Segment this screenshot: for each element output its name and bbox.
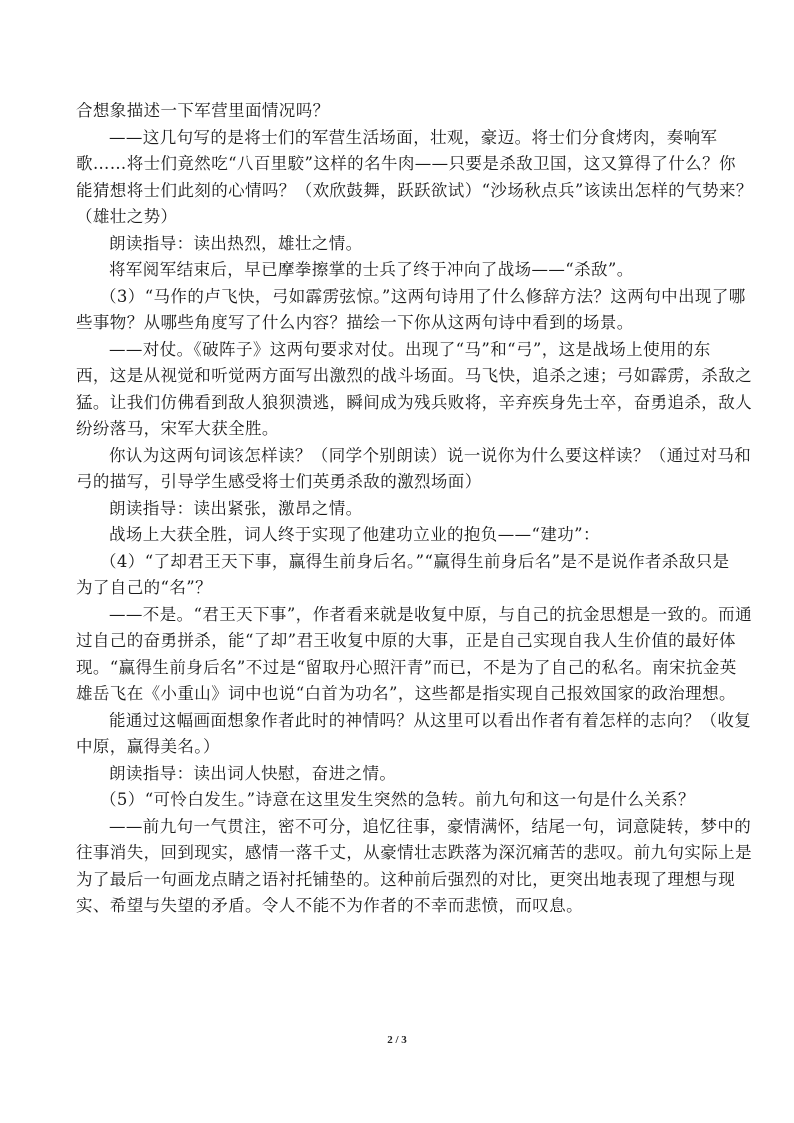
text-line: 朗读指导：读出紧张，激昂之情。 — [109, 498, 363, 518]
text-line: （3）“马作的卢飞快，弓如霹雳弦惊。”这两句诗用了什么修辞方法？这两句中出现了哪 — [100, 286, 746, 306]
text-line: 为了自己的“名”？ — [76, 578, 212, 597]
text-line: 实、希望与失望的矛盾。令人不能不为作者的不幸而悲愤，而叹息。 — [76, 896, 583, 915]
text-line: 为了最后一句画龙点睛之语衬托铺垫的。这种前后强烈的对比，更突出地表现了理想与现 — [76, 869, 736, 889]
page-number: 2 / 3 — [387, 1034, 407, 1046]
text-line: 能通过这幅画面想象作者此时的神情吗？从这里可以看出作者有着怎样的志向？（收复 — [109, 710, 752, 730]
text-line: 弓的描写，引导学生感受将士们英勇杀敌的激烈场面） — [76, 472, 482, 491]
text-line: （雄壮之势） — [76, 207, 178, 226]
text-line: （4）“了却君王天下事，赢得生前身后名。”“赢得生前身后名”是不是说作者杀敌只是 — [100, 551, 730, 571]
text-line: 你认为这两句词该怎样读？（同学个别朗读）说一说你为什么要这样读？（通过对马和 — [109, 445, 752, 465]
text-line: 纷纷落马，宋军大获全胜。 — [76, 419, 279, 438]
text-line: 歌……将士们竟然吃“八百里駮”这样的名牛肉——只要是杀敌卫国，这又算得了什么？你 — [76, 154, 736, 173]
text-line: ——对仗。《破阵子》这两句要求对仗。出现了“马”和“弓”，这是战场上使用的东 — [109, 339, 711, 359]
text-line: 现。“赢得生前身后名”不过是“留取丹心照汗青”而已，不是为了自己的私名。南宋抗金英 — [76, 657, 737, 677]
text-line: 些事物？从哪些角度写了什么内容？描绘一下你从这两句诗中看到的场景。 — [76, 313, 634, 332]
text-line: ——前九句一气贯注，密不可分，追忆往事，豪情满怀，结尾一句，词意陡转，梦中的 — [109, 816, 752, 836]
text-line: 合想象描述一下军营里面情况吗？ — [76, 101, 330, 120]
document-body — [76, 98, 753, 920]
text-line: （5）“可怜白发生。”诗意在这里发生突然的急转。前九句和这一句是什么关系？ — [100, 790, 695, 809]
text-line: 将军阅军结束后，早已摩拳擦掌的士兵了终于冲向了战场——“杀敌”。 — [109, 260, 634, 279]
text-line: 能猜想将士们此刻的心情吗？（欢欣鼓舞，跃跃欲试）“沙场秋点兵”该读出怎样的气势来？ — [76, 180, 753, 200]
text-line: 朗读指导：读出词人快慰，奋进之情。 — [109, 763, 397, 783]
text-line: 西，这是从视觉和听觉两方面写出激烈的战斗场面。马飞快，追杀之速；弓如霹雳，杀敌之 — [76, 366, 752, 385]
text-line: 往事消失，回到现实，感情一落千丈，从豪情壮志跌落为深沉痛苦的悲叹。前九句实际上是 — [76, 843, 752, 862]
text-line: 过自己的奋勇拼杀，能“了却”君王收复中原的大事，正是自己实现自我人生价值的最好体 — [76, 631, 736, 650]
text-line: 战场上大获全胜，词人终于实现了他建功立业的抱负——“建功”： — [109, 525, 600, 544]
text-line: 中原，赢得美名。） — [76, 737, 220, 756]
text-line: 雄岳飞在《小重山》词中也说“白首为功名”，这些都是指实现自己报效国家的政治理想。 — [76, 684, 736, 703]
text-line: ——这几句写的是将士们的军营生活场面，壮观，豪迈。将士们分食烤肉，奏响军 — [109, 127, 718, 147]
text-line: 朗读指导：读出热烈，雄壮之情。 — [109, 233, 363, 253]
text-line: 猛。让我们仿佛看到敌人狼狈溃逃，瞬间成为残兵败将，辛弃疾身先士卒，奋勇追杀，敌人 — [76, 392, 752, 412]
text-line: ——不是。“君王天下事”，作者看来就是收复中原，与自己的抗金思想是一致的。而通 — [109, 604, 752, 624]
